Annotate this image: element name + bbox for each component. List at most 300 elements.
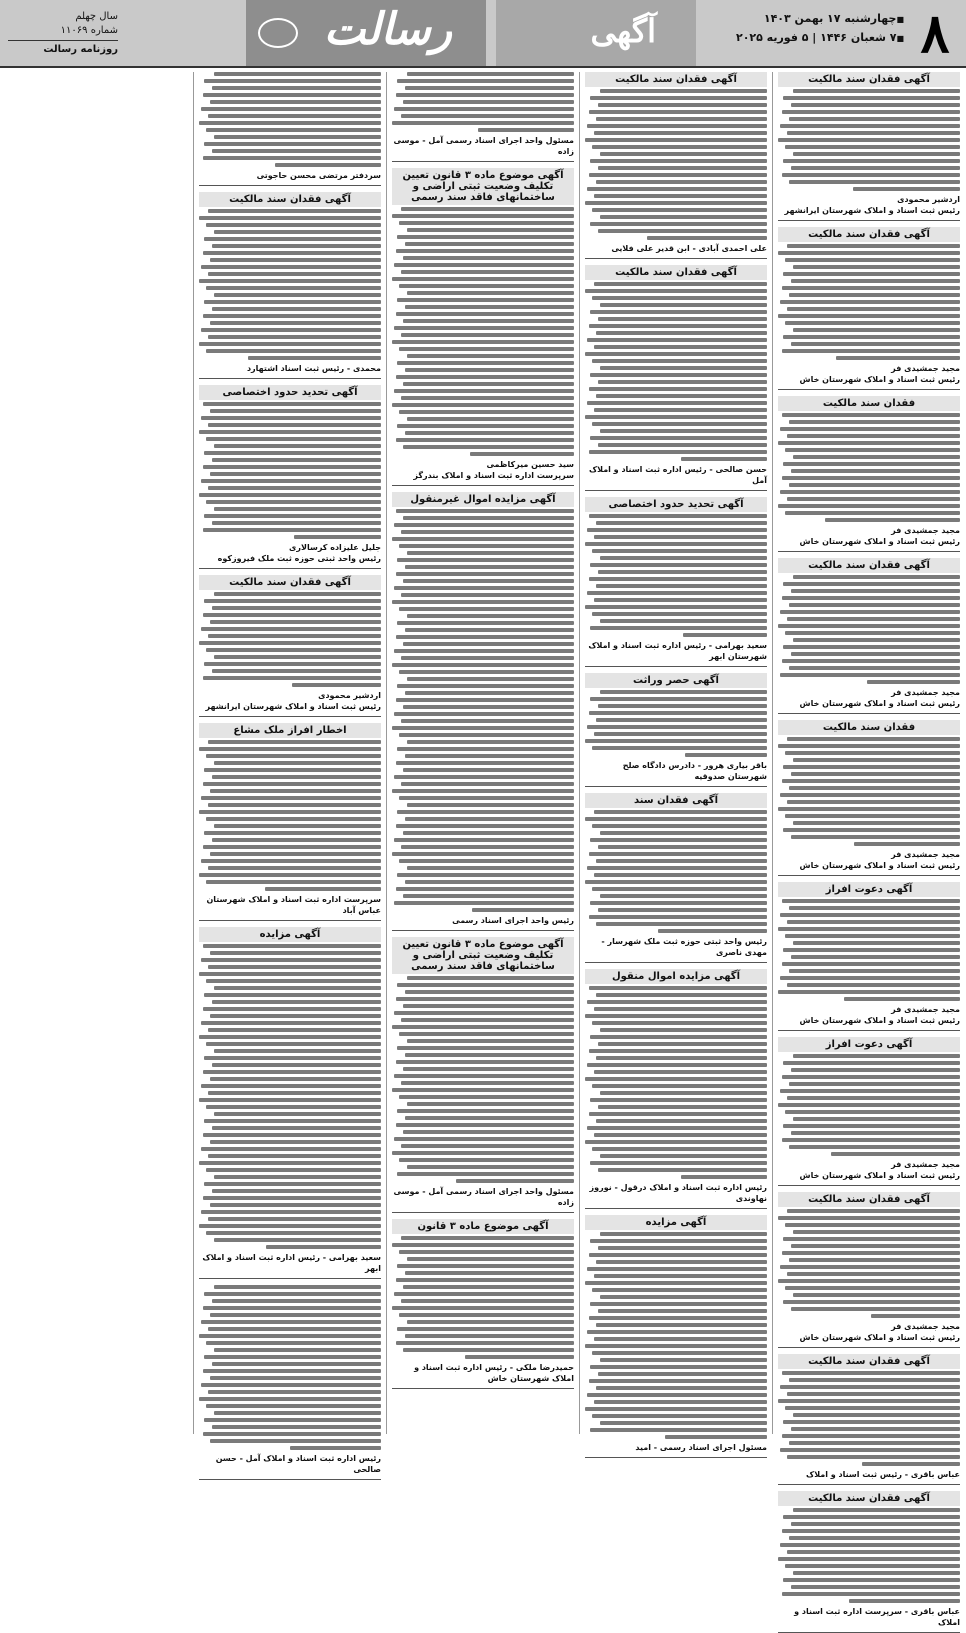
text-line xyxy=(405,817,574,821)
date-line: ■ چهارشنبه ۱۷ بهمن ۱۴۰۳ xyxy=(714,10,904,29)
text-line xyxy=(210,1439,381,1443)
notice-signature: رئیس ثبت اسناد و املاک شهرستان خاش xyxy=(799,1333,960,1342)
text-line xyxy=(396,572,574,576)
text-line xyxy=(405,628,574,632)
text-line xyxy=(405,1116,574,1120)
text-line xyxy=(791,589,960,593)
text-line xyxy=(780,673,960,677)
text-line xyxy=(405,1053,574,1057)
ads-columns xyxy=(6,72,960,1627)
text-line xyxy=(783,1578,960,1582)
text-line xyxy=(201,859,381,863)
text-line xyxy=(592,1147,767,1151)
text-line xyxy=(596,718,767,722)
text-line xyxy=(793,152,960,156)
text-line xyxy=(403,1348,574,1352)
text-line xyxy=(199,342,381,346)
text-line xyxy=(206,1404,381,1408)
text-line xyxy=(592,1351,767,1355)
text-line xyxy=(596,1119,767,1123)
notice-title: آگهی دعوت افراز xyxy=(778,882,960,897)
notice-separator xyxy=(199,1479,381,1480)
text-line xyxy=(203,676,381,680)
notice-separator xyxy=(778,713,960,714)
text-line xyxy=(789,1082,960,1086)
text-line xyxy=(212,244,381,248)
notice-text-lines xyxy=(585,1232,767,1439)
text-line xyxy=(401,333,574,337)
notice-title: آگهی فقدان سند xyxy=(585,793,767,808)
notice-text-lines xyxy=(585,986,767,1179)
notice-block xyxy=(778,1354,960,1485)
text-line xyxy=(589,1253,767,1257)
text-line xyxy=(470,452,574,456)
text-line xyxy=(392,340,574,344)
text-line xyxy=(394,901,574,905)
text-line xyxy=(405,368,574,372)
text-line xyxy=(204,1182,381,1186)
text-line xyxy=(590,697,767,701)
text-line xyxy=(825,518,960,522)
text-line xyxy=(783,159,960,163)
text-line xyxy=(787,1209,960,1213)
notice-text-lines xyxy=(392,207,574,456)
text-line xyxy=(785,751,960,755)
text-line xyxy=(403,894,574,898)
text-line xyxy=(681,1175,767,1179)
text-line xyxy=(199,641,381,645)
notice-block xyxy=(778,1037,960,1186)
notice-signature: رئیس اداره ثبت اسناد و املاک آمل - حسن صالحی xyxy=(215,1454,381,1474)
text-line xyxy=(208,740,381,744)
text-line xyxy=(208,1217,381,1221)
text-line xyxy=(204,1056,381,1060)
text-line xyxy=(206,286,381,290)
text-line xyxy=(592,549,767,553)
text-line xyxy=(403,445,574,449)
notice-separator xyxy=(778,1185,960,1186)
notice-text-lines xyxy=(585,89,767,240)
text-line xyxy=(585,201,767,205)
text-line xyxy=(780,610,960,614)
text-line xyxy=(589,514,767,518)
text-line xyxy=(206,880,381,884)
text-line xyxy=(214,1285,381,1289)
text-line xyxy=(407,677,574,681)
text-line xyxy=(214,507,381,511)
text-line xyxy=(780,1265,960,1269)
notice-separator xyxy=(199,716,381,717)
text-line xyxy=(596,521,767,525)
text-line xyxy=(600,152,767,156)
notice-separator xyxy=(585,1208,767,1209)
notice-separator xyxy=(392,1388,574,1389)
text-line xyxy=(787,737,960,741)
text-line xyxy=(592,824,767,828)
text-line xyxy=(782,899,960,903)
text-line xyxy=(204,300,381,304)
notice-separator xyxy=(199,185,381,186)
text-line xyxy=(783,948,960,952)
notice-title: آگهی فقدان سند مالکیت xyxy=(585,265,767,280)
text-line xyxy=(783,1061,960,1065)
notice-title: آگهی مزایده xyxy=(585,1215,767,1230)
text-line xyxy=(394,389,574,393)
text-line xyxy=(600,1028,767,1032)
text-line xyxy=(596,993,767,997)
text-line xyxy=(212,1063,381,1067)
text-line xyxy=(405,990,574,994)
text-line xyxy=(600,215,767,219)
text-line xyxy=(396,698,574,702)
text-line xyxy=(210,1077,381,1081)
text-line xyxy=(585,138,767,142)
text-line xyxy=(392,121,574,125)
text-line xyxy=(598,229,767,233)
notice-signature: جلیل علیزاده کرسالاری xyxy=(289,543,381,552)
text-line xyxy=(589,387,767,391)
text-line xyxy=(789,1378,960,1382)
text-line xyxy=(783,1237,960,1241)
text-line xyxy=(785,631,960,635)
text-line xyxy=(292,683,381,687)
notice-block xyxy=(585,72,767,259)
text-line xyxy=(780,1385,960,1389)
notice-text-lines xyxy=(778,737,960,846)
text-line xyxy=(210,1014,381,1018)
notice-block xyxy=(199,192,381,379)
text-line xyxy=(778,1399,960,1403)
text-line xyxy=(594,1274,767,1278)
text-line xyxy=(596,1386,767,1390)
text-line xyxy=(793,941,960,945)
notice-text-lines xyxy=(585,810,767,933)
text-line xyxy=(399,733,574,737)
text-line xyxy=(600,1154,767,1158)
column-1 xyxy=(778,72,960,1627)
notice-block xyxy=(778,882,960,1031)
notice-signature: مسئول واحد اجرای اسناد رسمی آمل - موسی زاده xyxy=(393,1187,574,1207)
text-line xyxy=(854,842,960,846)
text-line xyxy=(294,535,381,539)
text-line xyxy=(407,803,574,807)
text-line xyxy=(203,1306,381,1310)
text-line xyxy=(783,582,960,586)
text-line xyxy=(401,530,574,534)
text-line xyxy=(782,476,960,480)
text-line xyxy=(594,408,767,412)
text-line xyxy=(793,455,960,459)
text-line xyxy=(397,684,574,688)
text-line xyxy=(204,993,381,997)
text-line xyxy=(783,96,960,100)
text-line xyxy=(210,620,381,624)
text-line xyxy=(592,1084,767,1088)
notice-separator xyxy=(199,568,381,569)
text-line xyxy=(585,1014,767,1018)
text-line xyxy=(791,166,960,170)
text-line xyxy=(210,100,381,104)
notice-text-lines xyxy=(585,690,767,757)
notice-block xyxy=(199,1285,381,1480)
text-line xyxy=(789,1441,960,1445)
column-3 xyxy=(392,72,574,1434)
text-line xyxy=(785,448,960,452)
text-line xyxy=(782,779,960,783)
text-line xyxy=(214,444,381,448)
text-line xyxy=(201,1320,381,1324)
notice-signature: رئیس واحد اجرای اسناد رسمی xyxy=(452,916,574,925)
text-line xyxy=(392,789,574,793)
column-rule xyxy=(579,72,580,1434)
text-line xyxy=(403,768,574,772)
text-line xyxy=(204,1418,381,1422)
text-line xyxy=(783,1420,960,1424)
text-line xyxy=(214,293,381,297)
text-line xyxy=(472,908,574,912)
page-number: ۸ xyxy=(920,1,950,65)
text-line xyxy=(212,149,381,153)
text-line xyxy=(592,296,767,300)
text-line xyxy=(787,131,960,135)
text-line xyxy=(598,166,767,170)
text-line xyxy=(853,187,960,191)
text-line xyxy=(585,352,767,356)
text-line xyxy=(204,599,381,603)
text-line xyxy=(407,1102,574,1106)
text-line xyxy=(791,652,960,656)
text-line xyxy=(465,1355,574,1359)
text-line xyxy=(793,265,960,269)
notice-block xyxy=(778,720,960,876)
text-line xyxy=(787,244,960,248)
text-line xyxy=(787,800,960,804)
text-line xyxy=(397,298,574,302)
text-line xyxy=(214,1411,381,1415)
text-line xyxy=(401,207,574,211)
text-line xyxy=(592,746,767,750)
text-line xyxy=(204,1355,381,1359)
column-5 xyxy=(6,72,188,1434)
notice-separator xyxy=(585,490,767,491)
notice-title: آگهی فقدان سند مالکیت xyxy=(199,192,381,207)
text-line xyxy=(204,142,381,146)
text-line xyxy=(397,1264,574,1268)
text-line xyxy=(789,1536,960,1540)
text-line xyxy=(598,1105,767,1109)
text-line xyxy=(600,831,767,835)
text-line xyxy=(203,156,381,160)
notice-text-lines xyxy=(392,1236,574,1359)
text-line xyxy=(392,852,574,856)
text-line xyxy=(201,958,381,962)
text-line xyxy=(787,1392,960,1396)
text-line xyxy=(201,1210,381,1214)
text-line xyxy=(787,1096,960,1100)
text-line xyxy=(787,983,960,987)
text-line xyxy=(214,1049,381,1053)
text-line xyxy=(403,831,574,835)
text-line xyxy=(782,596,960,600)
text-line xyxy=(203,1196,381,1200)
text-line xyxy=(397,361,574,365)
text-line xyxy=(204,1119,381,1123)
text-line xyxy=(210,409,381,413)
section-title: آگهی xyxy=(590,12,656,50)
column-rule xyxy=(386,72,387,1434)
text-line xyxy=(203,782,381,786)
text-line xyxy=(590,1035,767,1039)
notice-separator xyxy=(778,551,960,552)
notice-title: آگهی موضوع ماده ۳ قانون تعیین تکلیف وضعیت ثبتی اراضی و ساختمانهای فاقد سند رسمی xyxy=(392,168,574,205)
text-line xyxy=(600,1295,767,1299)
notice-text-lines xyxy=(778,1054,960,1156)
notice-block xyxy=(778,396,960,552)
text-line xyxy=(199,493,381,497)
text-line xyxy=(199,747,381,751)
text-line xyxy=(789,603,960,607)
text-line xyxy=(598,704,767,708)
text-line xyxy=(785,258,960,262)
text-line xyxy=(600,894,767,898)
notice-signature: عباس باقری - سرپرست اداره ثبت اسناد و املاک xyxy=(794,1607,960,1627)
text-line xyxy=(783,272,960,276)
text-line xyxy=(782,1251,960,1255)
notice-text-lines xyxy=(778,244,960,360)
text-line xyxy=(203,1369,381,1373)
text-line xyxy=(585,605,767,609)
notice-signature: باقر بیاری هرور - دادرس دادگاه صلح شهرستان صدوقیه xyxy=(622,761,767,781)
text-line xyxy=(407,740,574,744)
text-line xyxy=(394,775,574,779)
text-line xyxy=(210,258,381,262)
text-line xyxy=(589,1112,767,1116)
text-line xyxy=(589,986,767,990)
text-line xyxy=(647,236,767,240)
text-line xyxy=(590,563,767,567)
notice-separator xyxy=(778,1347,960,1348)
text-line xyxy=(791,103,960,107)
text-line xyxy=(587,124,767,128)
text-line xyxy=(589,450,767,454)
text-line xyxy=(589,173,767,177)
text-line xyxy=(396,997,574,1001)
text-line xyxy=(598,380,767,384)
text-line xyxy=(208,209,381,213)
logo-banner xyxy=(246,0,486,66)
text-line xyxy=(407,1257,574,1261)
text-line xyxy=(399,347,574,351)
text-line xyxy=(789,666,960,670)
text-line xyxy=(199,1035,381,1039)
notice-separator xyxy=(778,1484,960,1485)
column-rule xyxy=(772,72,773,1434)
notice-signature: مجید جمشیدی فر xyxy=(891,1005,960,1014)
text-line xyxy=(199,1161,381,1165)
text-line xyxy=(778,1279,960,1283)
text-line xyxy=(589,915,767,919)
notice-block xyxy=(585,1215,767,1458)
text-line xyxy=(407,1320,574,1324)
text-line xyxy=(396,509,574,513)
text-line xyxy=(199,972,381,976)
text-line xyxy=(598,570,767,574)
notice-signature: عباس باقری - رئیس ثبت اسناد و املاک xyxy=(806,1470,960,1479)
text-line xyxy=(600,89,767,93)
notice-text-lines xyxy=(199,72,381,167)
notice-title: آگهی مزایده اموال منقول xyxy=(585,969,767,984)
text-line xyxy=(214,135,381,139)
notice-title: اخطار افراز ملک مشاع xyxy=(199,723,381,738)
text-line xyxy=(401,1081,574,1085)
text-line xyxy=(585,1407,767,1411)
text-line xyxy=(397,79,574,83)
notice-signature: رئیس ثبت اسناد و املاک شهرستان خاش xyxy=(799,1171,960,1180)
text-line xyxy=(214,824,381,828)
text-line xyxy=(199,1098,381,1102)
text-line xyxy=(392,663,574,667)
text-line xyxy=(403,1004,574,1008)
text-line xyxy=(401,656,574,660)
notice-block xyxy=(392,72,574,162)
text-line xyxy=(585,289,767,293)
text-line xyxy=(201,1084,381,1088)
notice-separator xyxy=(392,161,574,162)
text-line xyxy=(212,1189,381,1193)
text-line xyxy=(587,591,767,595)
text-line xyxy=(585,1344,767,1348)
text-line xyxy=(590,626,767,630)
notice-signature: سرپرست اداره ثبت اسناد و املاک شهرستان عباس آباد xyxy=(206,895,381,915)
text-line xyxy=(594,131,767,135)
text-line xyxy=(589,1049,767,1053)
text-line xyxy=(590,1365,767,1369)
text-line xyxy=(401,1236,574,1240)
text-line xyxy=(791,1244,960,1248)
text-line xyxy=(783,765,960,769)
text-line xyxy=(210,1203,381,1207)
text-line xyxy=(791,469,960,473)
text-line xyxy=(585,1281,767,1285)
text-line xyxy=(596,1056,767,1060)
text-line xyxy=(862,1462,960,1466)
text-line xyxy=(208,965,381,969)
text-line xyxy=(403,1285,574,1289)
text-line xyxy=(594,598,767,602)
text-line xyxy=(401,782,574,786)
notice-signature: رئیس ثبت اسناد و املاک شهرستان خاش xyxy=(799,861,960,870)
text-line xyxy=(592,145,767,149)
text-line xyxy=(214,592,381,596)
text-line xyxy=(783,335,960,339)
text-line xyxy=(394,326,574,330)
text-line xyxy=(397,1172,574,1176)
text-line xyxy=(401,114,574,118)
text-line xyxy=(397,621,574,625)
text-line xyxy=(396,1123,574,1127)
notice-signature: سرپرست اداره ثبت اسناد و املاک بندرگز xyxy=(413,471,574,480)
text-line xyxy=(212,307,381,311)
notice-signature: مجید جمشیدی فر xyxy=(891,688,960,697)
notice-signature: محمدی - رئیس ثبت اسناد اشتهارد xyxy=(246,364,381,373)
text-line xyxy=(782,1371,960,1375)
text-line xyxy=(596,180,767,184)
text-line xyxy=(407,551,574,555)
notice-signature: مسئول اجرای اسناد رسمی - امید xyxy=(635,1443,767,1452)
text-line xyxy=(780,1543,960,1547)
text-line xyxy=(778,927,960,931)
text-line xyxy=(793,758,960,762)
